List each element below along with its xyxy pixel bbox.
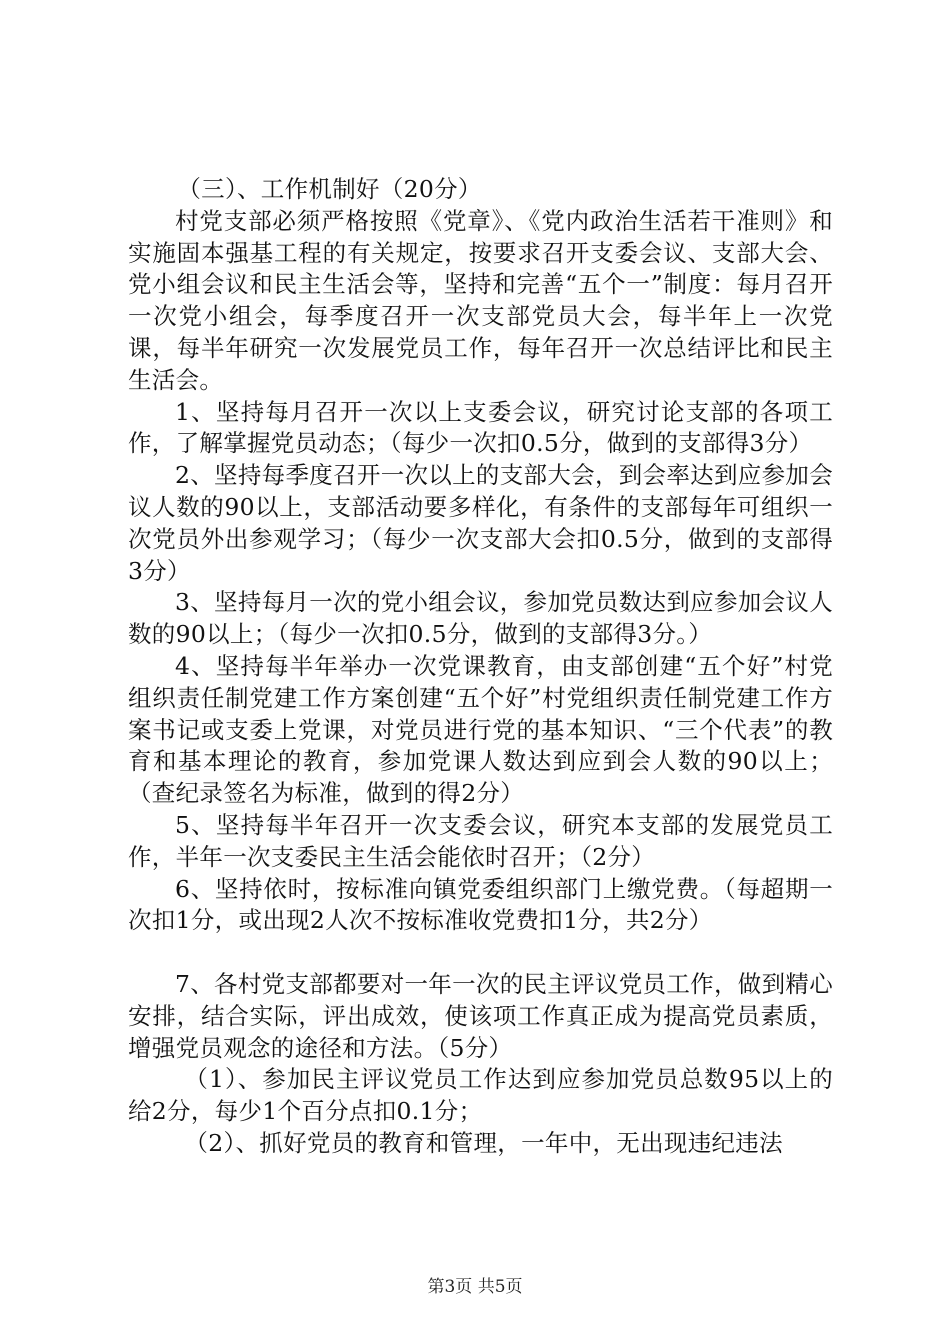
item-7-paragraph: 7、各村党支部都要对一年一次的民主评议党员工作，做到精心安排，结合实际，评出成效，使该项工作真正成为提高党员素质，增强党员观念的途径和方法。（5分） [128, 969, 833, 1062]
blank-line [128, 937, 833, 969]
item-4-paragraph: 4、坚持每半年举办一次党课教育，由支部创建“五个好”村党组织责任制党建工作方案创建“五个好”村党组织责任制党建工作方案书记或支委上党课，对党员进行党的基本知识、“三个代表”的教育和基本理论的教育，参加党课人数达到应到会人数的90以上；（查纪录签名为标准，做到的得2分） [128, 651, 833, 808]
section-heading: （三）、工作机制好（20分） [177, 175, 482, 203]
item-5-paragraph: 5、坚持每半年召开一次支委会议，研究本支部的发展党员工作，半年一次支委民主生活会能依时召开；（2分） [128, 810, 833, 871]
item-6-paragraph: 6、坚持依时，按标准向镇党委组织部门上缴党费。（每超期一次扣1分，或出现2人次不按标准收党费扣1分，共2分） [128, 874, 833, 935]
page-number-footer: 第3页 共5页 [427, 1277, 523, 1297]
intro-paragraph: 村党支部必须严格按照《党章》、《党内政治生活若干准则》和实施固本强基工程的有关规定，按要求召开支委会议、支部大会、党小组会议和民主生活会等，坚持和完善“五个一”制度：每月召开一次党小组会，每季度召开一次支部党员大会，每半年上一次党课，每半年研究一次发展党员工作，每年召开一次总结评比和民主生活会。 [128, 206, 833, 394]
item-3-paragraph: 3、坚持每月一次的党小组会议，参加党员数达到应参加会议人数的90以上；（每少一次扣0.5分，做到的支部得3分。） [128, 588, 833, 649]
subitem-1-paragraph: （1）、参加民主评议党员工作达到应参加党员总数95以上的给2分，每少1个百分点扣0.1分； [128, 1065, 833, 1126]
item-2-paragraph: 2、坚持每季度召开一次以上的支部大会，到会率达到应参加会议人数的90以上，支部活动要多样化，有条件的支部每年可组织一次党员外出参观学习；（每少一次支部大会扣0.5分，做到的支部得3分） [128, 461, 833, 585]
document-body [128, 174, 833, 1160]
subitem-2-paragraph: （2）、抓好党员的教育和管理，一年中，无出现违纪违法 [184, 1128, 783, 1157]
item-1-paragraph: 1、坚持每月召开一次以上支委会议，研究讨论支部的各项工作，了解掌握党员动态；（每少一次扣0.5分，做到的支部得3分） [128, 397, 833, 458]
